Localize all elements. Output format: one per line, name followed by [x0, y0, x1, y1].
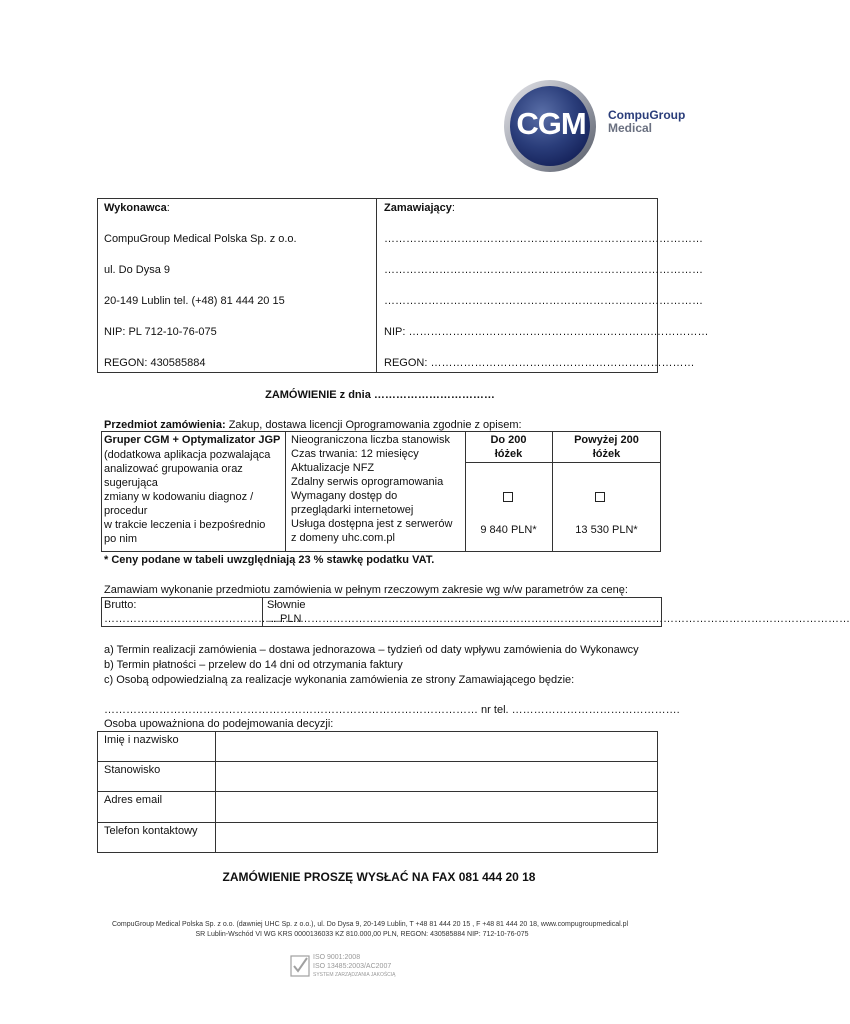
- client-line2[interactable]: ……………………………………………………………………………: [384, 264, 703, 276]
- gross-label: Brutto:: [104, 599, 137, 611]
- words-value-field[interactable]: ……………………………………………………………………………………………………………………………………………: [267, 613, 850, 625]
- client-heading: Zamawiający:: [384, 202, 455, 214]
- words-label: Słownie: [267, 599, 306, 611]
- vat-note: * Ceny podane w tabeli uwzględniają 23 % stawkę podatku VAT.: [104, 554, 435, 566]
- authorized-label: Osoba upoważniona do podejmowania decyzji:: [104, 718, 334, 730]
- cgm-logo: [502, 78, 692, 174]
- contractor-street: ul. Do Dysa 9: [104, 264, 171, 276]
- position-label: Stanowisko: [104, 764, 161, 776]
- parties-divider: [376, 198, 377, 373]
- contractor-city-phone: 20-149 Lublin tel. (+48) 81 444 20 15: [104, 295, 285, 307]
- client-line3[interactable]: ……………………………………………………………………………: [384, 295, 703, 307]
- order-date-line[interactable]: ZAMÓWIENIE z dnia ……………………………: [265, 389, 495, 401]
- option1-price: 9 840 PLN*: [480, 524, 537, 536]
- option2-checkbox[interactable]: [595, 492, 605, 502]
- product-description: (dodatkowa aplikacja pozwalająca analizować grupowania oraz sugerująca zmiany w kodowaniu diagnoz / procedur w trakcie leczenia i bezpośrednio po nim: [104, 449, 271, 545]
- checkmark-icon: [290, 955, 310, 977]
- product-name: Gruper CGM + Optymalizator JGP: [104, 434, 281, 446]
- term-c: c) Osobą odpowiedzialną za realizacje wykonania zamówienia ze strony Zamawiającego będzie:: [104, 674, 575, 686]
- parties-table: [97, 198, 658, 373]
- contractor-name: CompuGroup Medical Polska Sp. z o.o.: [104, 233, 297, 245]
- iso-certification-mark: [290, 953, 440, 983]
- footer-company-info: CompuGroup Medical Polska Sp. z o.o. (dawniej UHC Sp. z o.o.), ul. Do Dysa 9, 20-149 Lublin, T +48 81 444 20 15 , F +48 81 444 20 18, www.compugroupmedical.pl: [111, 921, 629, 928]
- cgm-logo-line2: Medical: [608, 121, 653, 135]
- gross-value-field[interactable]: …………………………………………PLN: [104, 613, 302, 625]
- position-field[interactable]: [216, 762, 657, 791]
- email-label: Adres email: [104, 794, 163, 806]
- contractor-nip: NIP: PL 712-10-76-075: [104, 326, 217, 338]
- iso-line2: ISO 13485:2003/AC2007: [313, 963, 392, 970]
- option2-header: Powyżej 200 łóżek: [574, 434, 639, 460]
- contractor-heading: Wykonawca:: [104, 202, 170, 214]
- product-features: Nieograniczona liczba stanowisk Czas trwania: 12 miesięcy Aktualizacje NFZ Zdalny serwis oprogramowania Wymagany dostęp do przeglądarki internetowej Usługa dostępna jest z serwerów z domeny uhc.com.pl: [291, 434, 453, 544]
- term-b: b) Termin płatności – przelew do 14 dni od otrzymania faktury: [104, 659, 403, 671]
- phone-field[interactable]: [216, 823, 657, 852]
- client-regon[interactable]: REGON: ………………………………………………………………: [384, 357, 695, 369]
- option1-checkbox[interactable]: [503, 492, 513, 502]
- order-subject: [104, 418, 522, 432]
- term-a: a) Termin realizacji zamówienia – dostawa jednorazowa – tydzień od daty wpływu zamówienia do Wykonawcy: [104, 644, 639, 656]
- client-line1[interactable]: ……………………………………………………………………………: [384, 233, 703, 245]
- contractor-regon: REGON: 430585884: [104, 357, 206, 369]
- fax-instruction: ZAMÓWIENIE PROSZĘ WYSŁAĆ NA FAX 081 444 20 18: [222, 870, 536, 884]
- option1-header: Do 200 łóżek: [490, 434, 527, 460]
- email-field[interactable]: [216, 792, 657, 822]
- order-scope: Zamawiam wykonanie przedmiotu zamówienia w pełnym rzeczowym zakresie wg w/w parametrów za cenę:: [104, 584, 628, 596]
- option2-price: 13 530 PLN*: [575, 524, 638, 536]
- client-nip[interactable]: NIP: ………………………………………………………….……………: [384, 326, 709, 338]
- name-label: Imię i nazwisko: [104, 734, 179, 746]
- footer-registry-info: SR Lublin-Wschód VI WG KRS 0000136033 KZ 810.000,00 PLN, REGON: 430585884 NIP: 712-10-76-075: [195, 931, 529, 938]
- cgm-logo-line1: CompuGroup: [608, 108, 686, 122]
- cgm-logo-initials: CGM: [516, 106, 586, 141]
- order-subject-label: Przedmiot zamówienia:: [104, 419, 226, 431]
- iso-line1: ISO 9001:2008: [313, 954, 361, 961]
- responsible-person-line[interactable]: ………………………………………………………………………………………… nr tel. ……………………………………….: [104, 704, 680, 716]
- iso-line3: SYSTEM ZARZĄDZANIA JAKOŚCIĄ: [313, 972, 396, 978]
- order-subject-text: Zakup, dostawa licencji Oprogramowania zgodnie z opisem:: [225, 419, 522, 431]
- name-field[interactable]: [216, 732, 657, 761]
- phone-label: Telefon kontaktowy: [104, 825, 198, 837]
